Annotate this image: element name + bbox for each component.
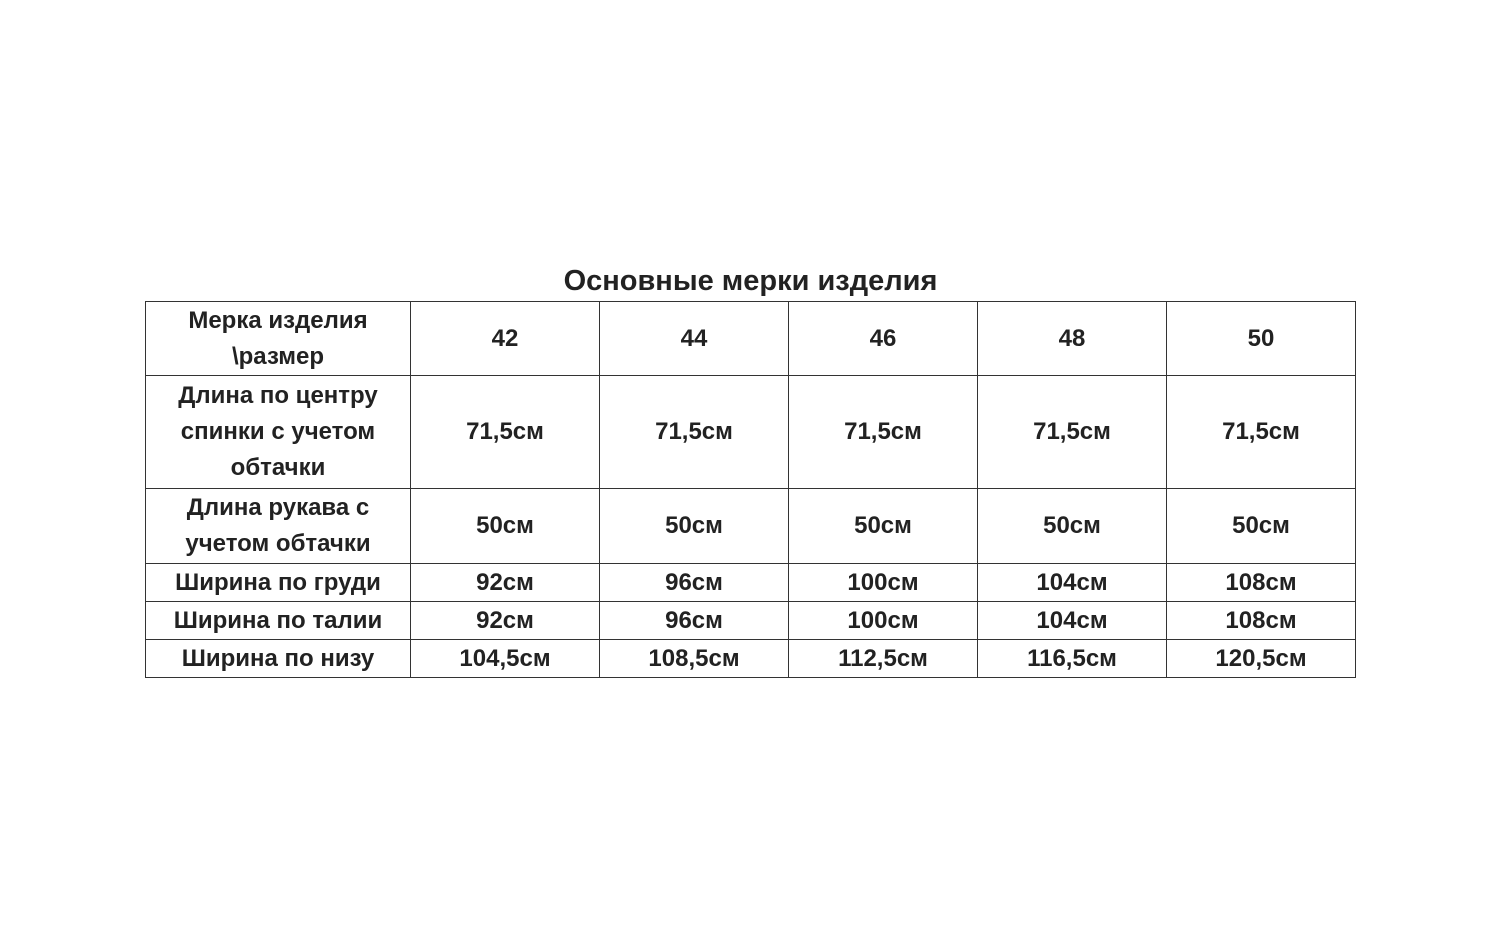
value-cell: 100см [789,564,978,602]
value-cell: 92см [411,564,600,602]
value-cell: 108,5см [600,640,789,678]
table-row [146,602,1356,640]
value-cell: 50см [789,489,978,564]
value-cell: 104,5см [411,640,600,678]
value-cell: 108см [1167,602,1356,640]
size-header-cell: 42 [411,302,600,376]
value-cell: 100см [789,602,978,640]
page-title: Основные мерки изделия [563,265,938,297]
value-cell: 92см [411,602,600,640]
value-cell: 50см [978,489,1167,564]
value-cell: 96см [600,602,789,640]
row-label-cell: Длина рукава с учетом обтачки [146,489,411,564]
value-cell: 96см [600,564,789,602]
value-cell: 50см [1167,489,1356,564]
table-row [146,564,1356,602]
value-cell: 120,5см [1167,640,1356,678]
value-cell: 104см [978,602,1167,640]
size-header-cell: 48 [978,302,1167,376]
row-label-cell: Ширина по низу [146,640,411,678]
table-row [146,376,1356,489]
size-header-cell: 50 [1167,302,1356,376]
value-cell: 116,5см [978,640,1167,678]
size-header-cell: 46 [789,302,978,376]
table-row [146,489,1356,564]
value-cell: 71,5см [789,376,978,489]
row-label-cell: Длина по центру спинки с учетом обтачки [146,376,411,489]
value-cell: 50см [600,489,789,564]
value-cell: 50см [411,489,600,564]
size-header-cell: 44 [600,302,789,376]
value-cell: 71,5см [978,376,1167,489]
table-row [146,640,1356,678]
value-cell: 71,5см [411,376,600,489]
value-cell: 112,5см [789,640,978,678]
row-label-cell: Ширина по груди [146,564,411,602]
value-cell: 108см [1167,564,1356,602]
header-label-cell: Мерка изделия \размер [146,302,411,376]
measurements-table [145,301,1356,678]
value-cell: 71,5см [1167,376,1356,489]
value-cell: 104см [978,564,1167,602]
value-cell: 71,5см [600,376,789,489]
row-label-cell: Ширина по талии [146,602,411,640]
header-row [146,302,1356,376]
